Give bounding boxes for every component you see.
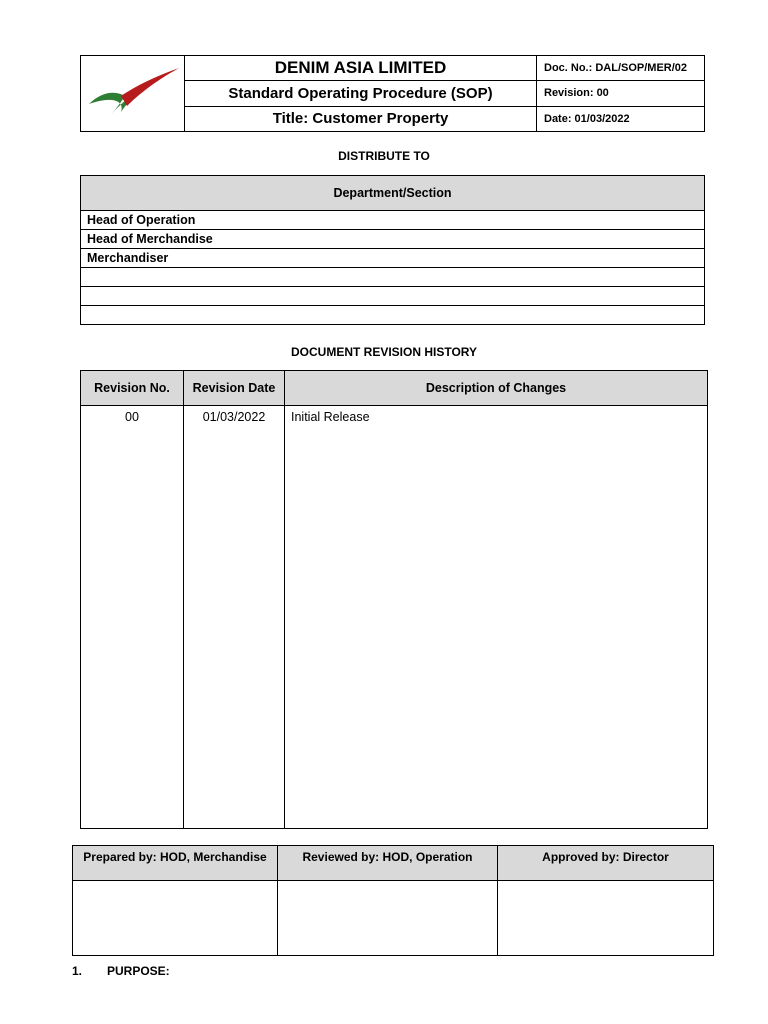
revision-history-table [80, 370, 708, 829]
description-header: Description of Changes [285, 371, 708, 406]
distribute-row [81, 306, 705, 325]
table-row [81, 406, 708, 829]
company-logo [81, 56, 185, 132]
distribute-column-header: Department/Section [81, 176, 705, 211]
doc-number: Doc. No.: DAL/SOP/MER/02 [537, 56, 705, 81]
reviewed-by-header: Reviewed by: HOD, Operation [278, 846, 498, 881]
section-title: PURPOSE: [107, 964, 170, 978]
prepared-signature-cell [73, 881, 278, 956]
prepared-by-header: Prepared by: HOD, Merchandise [73, 846, 278, 881]
approved-signature-cell [498, 881, 714, 956]
company-name: DENIM ASIA LIMITED [185, 56, 537, 81]
approved-by-header: Approved by: Director [498, 846, 714, 881]
reviewed-signature-cell [278, 881, 498, 956]
revision-date-header: Revision Date [184, 371, 285, 406]
section-number: 1. [72, 964, 83, 978]
distribute-table [80, 175, 705, 325]
revision-no-cell: 00 [81, 406, 184, 829]
doc-type: Standard Operating Procedure (SOP) [185, 81, 537, 106]
doc-title: Title: Customer Property [185, 106, 537, 131]
distribute-heading: DISTRIBUTE TO [338, 149, 430, 163]
distribute-row: Merchandiser [81, 249, 705, 268]
revision-date-cell: 01/03/2022 [184, 406, 285, 829]
distribute-row [81, 287, 705, 306]
revision-no-header: Revision No. [81, 371, 184, 406]
doc-date: Date: 01/03/2022 [537, 106, 705, 131]
document-header [80, 55, 705, 132]
distribute-row [81, 268, 705, 287]
swoosh-logo-icon [81, 56, 184, 126]
signoff-table [72, 845, 714, 956]
revision-number: Revision: 00 [537, 81, 705, 106]
description-cell: Initial Release [285, 406, 708, 829]
section-purpose-heading [72, 964, 170, 978]
distribute-row: Head of Merchandise [81, 230, 705, 249]
distribute-row: Head of Operation [81, 211, 705, 230]
revision-history-heading: DOCUMENT REVISION HISTORY [290, 345, 478, 359]
